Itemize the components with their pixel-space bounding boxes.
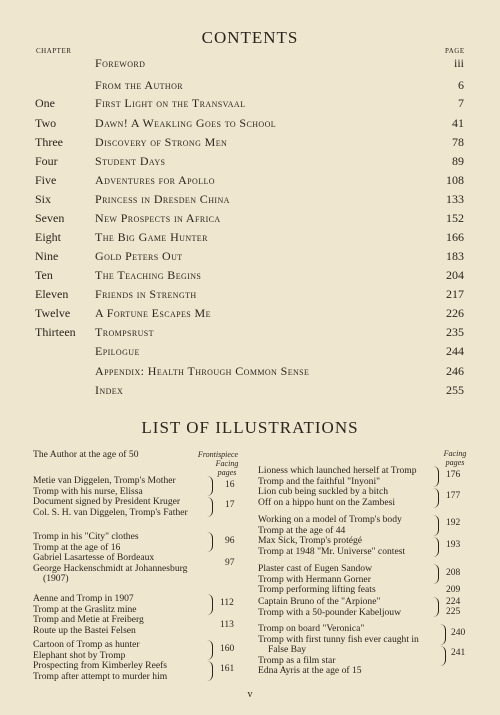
facing-page-number: 112 (220, 598, 234, 608)
toc-page-number: 133 (446, 192, 464, 206)
toc-chapter-title: Dawn! A Weakling Goes to School (95, 116, 277, 130)
toc-page-number: 108 (446, 173, 464, 187)
toc-page-number: 235 (446, 325, 464, 339)
illustration-caption: Aenne and Tromp in 1907 (33, 593, 134, 604)
toc-page-number: 246 (446, 364, 464, 378)
toc-chapter-number: Five (35, 173, 57, 187)
facing-page-number: 97 (225, 558, 235, 568)
illustration-caption: Working on a model of Tromp's body (258, 514, 402, 525)
facing-page-number: 113 (220, 620, 234, 630)
brace (433, 564, 439, 584)
illustration-caption: Tromp with a 50-pounder Kabeljouw (258, 606, 402, 618)
toc-page-number: 255 (446, 383, 464, 397)
toc-chapter-title: From the Author (95, 78, 184, 92)
illustration-caption: Off on a hippo hunt on the Zambesi (258, 496, 396, 508)
illustration-caption: Col. S. H. van Diggelen, Tromp's Father (33, 506, 188, 518)
illustration-caption: Max Sick, Tromp's protégé (258, 535, 363, 547)
toc-chapter-number: Three (35, 135, 63, 149)
illustrations-title: LIST OF ILLUSTRATIONS (141, 418, 359, 437)
illustration-caption: Tromp with his nurse, Elissa (33, 485, 143, 497)
toc-chapter-title: Index (95, 383, 124, 397)
toc-chapter-title: Discovery of Strong Men (95, 135, 228, 149)
toc-row (0, 249, 500, 267)
toc-row (0, 211, 500, 229)
toc-chapter-title: Foreword (95, 56, 146, 70)
brace (433, 466, 439, 487)
frontispiece-note: Frontispiece (197, 450, 239, 459)
illustration-caption: Tromp with first tunny fish ever caught in (258, 633, 419, 645)
brace (433, 488, 439, 508)
toc-chapter-number: Six (35, 192, 52, 206)
illustration-caption: Plaster cast of Eugen Sandow (258, 563, 373, 574)
toc-row (0, 268, 500, 286)
facing-page-number: 160 (220, 644, 235, 654)
illustration-caption: (1907) (43, 573, 69, 585)
toc-chapter-title: Friends in Strength (95, 287, 197, 301)
illustration-caption: Elephant shot by Tromp (33, 649, 126, 661)
toc-chapter-title: A Fortune Escapes Me (95, 306, 211, 320)
facing-page-number: 225 (446, 607, 461, 617)
toc-page-number: 7 (458, 96, 464, 110)
toc-chapter-title: Gold Peters Out (95, 249, 183, 263)
toc-page-number: 217 (446, 287, 464, 301)
facing-page-number: 192 (446, 518, 461, 528)
illustration-caption: Edna Ayris at the age of 15 (258, 665, 362, 677)
page-column-header: PAGE (445, 47, 465, 55)
brace (440, 624, 446, 645)
brace (433, 537, 439, 557)
toc-page-number: 204 (446, 268, 464, 282)
facing-page-number: 161 (220, 664, 235, 674)
illustration-caption: Tromp and the faithful "Inyoni" (258, 475, 381, 487)
contents-title: CONTENTS (201, 28, 299, 47)
toc-chapter-number: Two (35, 116, 57, 130)
facing-page-number: 240 (451, 628, 466, 638)
illustration-caption: Lioness which launched herself at Tromp (258, 465, 417, 476)
illustration-caption: Metie van Diggelen, Tromp's Mother (33, 475, 176, 486)
illustration-caption: Tromp and Metie at Freiberg (33, 614, 144, 626)
illustration-caption: Tromp at the age of 44 (258, 524, 346, 536)
toc-row (0, 154, 500, 172)
toc-chapter-number: Thirteen (35, 325, 76, 339)
facing-page-number: 176 (446, 470, 461, 480)
facing-page-number: 177 (446, 491, 461, 501)
toc-chapter-title: First Light on the Transvaal (95, 96, 246, 110)
facing-page-number: 208 (446, 568, 461, 578)
illustration-caption: Tromp with Hermann Gorner (258, 573, 371, 585)
toc-chapter-number: Four (35, 154, 58, 168)
toc-chapter-number: Eleven (35, 287, 69, 301)
illustration-caption: Tromp on board "Veronica" (258, 623, 365, 634)
toc-row (0, 173, 500, 191)
illustration-caption: Tromp as a film star (258, 654, 336, 666)
facing-page-number: 17 (225, 500, 235, 510)
toc-row (0, 78, 500, 96)
illustration-caption: False Bay (268, 644, 307, 656)
toc-row (0, 96, 500, 114)
toc-page-number: 244 (446, 344, 464, 358)
illustration-caption: Tromp at the age of 16 (33, 541, 121, 553)
illustration-caption: Cartoon of Tromp as hunter (33, 639, 140, 650)
toc-row (0, 56, 500, 74)
brace (207, 640, 213, 660)
toc-row (0, 230, 500, 248)
illustration-caption: Tromp at 1948 "Mr. Universe" contest (258, 545, 406, 557)
toc-row (0, 344, 500, 362)
brace (440, 646, 446, 666)
toc-chapter-number: Ten (35, 268, 53, 282)
toc-chapter-title: The Big Game Hunter (95, 230, 208, 244)
toc-chapter-title: New Prospects in Africa (95, 211, 221, 225)
toc-chapter-number: One (35, 96, 55, 110)
chapter-column-header: CHAPTER (36, 47, 72, 55)
illustration-caption: Tromp after attempt to murder him (33, 670, 168, 682)
facing-page-number: 224 (446, 597, 461, 607)
toc-page-number: 78 (452, 135, 464, 149)
illustration-caption: Captain Bruno of the "Arpione" (258, 596, 381, 607)
page-folio: v (247, 689, 253, 700)
facing-page-number: 209 (446, 585, 461, 595)
illustration-caption: Document signed by President Kruger (33, 496, 181, 508)
facing-page-number: 96 (225, 536, 235, 546)
illustration-caption: Tromp performing lifting feats (258, 584, 376, 596)
toc-chapter-number: Twelve (35, 306, 71, 320)
brace (207, 661, 213, 681)
brace (207, 532, 213, 552)
illustration-caption: Prospecting from Kimberley Reefs (33, 660, 168, 672)
toc-row (0, 364, 500, 382)
toc-chapter-number: Seven (35, 211, 65, 225)
brace (207, 594, 213, 615)
toc-row (0, 135, 500, 153)
illustration-caption: George Hackenschmidt at Johannesburg (33, 562, 188, 574)
toc-chapter-title: Adventures for Apollo (95, 173, 215, 187)
facing-page-number: 193 (446, 540, 461, 550)
facing-page-number: 16 (225, 480, 235, 490)
toc-page-number: 226 (446, 306, 464, 320)
toc-row (0, 192, 500, 210)
brace (207, 497, 213, 517)
toc-page-number: 6 (458, 78, 464, 92)
toc-page-number: 166 (446, 230, 464, 244)
facing-pages-note: Facing pages (443, 449, 467, 467)
toc-page-number: 41 (452, 116, 464, 130)
toc-chapter-title: Epilogue (95, 344, 140, 358)
toc-chapter-title: Student Days (95, 154, 166, 168)
facing-page-number: 241 (451, 648, 466, 658)
toc-row (0, 383, 500, 401)
illustration-caption: Lion cub being suckled by a bitch (258, 486, 389, 498)
brace (433, 515, 439, 536)
illustration-caption: Gabriel Lasartesse of Bordeaux (33, 552, 155, 564)
toc-page-number: 183 (446, 249, 464, 263)
toc-chapter-title: Princess in Dresden China (95, 192, 230, 206)
brace (433, 597, 439, 617)
toc-row (0, 325, 500, 343)
facing-pages-note: Facing pages (215, 459, 239, 477)
toc-page-number: 152 (446, 211, 464, 225)
frontispiece-caption: The Author at the age of 50 (33, 449, 139, 460)
toc-chapter-number: Nine (35, 249, 59, 263)
illustration-caption: Tromp at the Graslitz mine (33, 603, 137, 615)
toc-chapter-title: Trompsrust (95, 325, 154, 339)
toc-chapter-number: Eight (35, 230, 61, 244)
toc-page-number: 89 (452, 154, 464, 168)
toc-row (0, 306, 500, 324)
illustration-caption: Tromp in his "City" clothes (33, 531, 139, 542)
illustration-caption: Route up the Bastei Felsen (33, 624, 136, 636)
toc-page-number: iii (453, 56, 464, 70)
toc-chapter-title: The Teaching Begins (95, 268, 202, 282)
toc-chapter-title: Appendix: Health Through Common Sense (95, 364, 310, 378)
toc-row (0, 287, 500, 305)
toc-row (0, 116, 500, 134)
brace (207, 476, 213, 496)
